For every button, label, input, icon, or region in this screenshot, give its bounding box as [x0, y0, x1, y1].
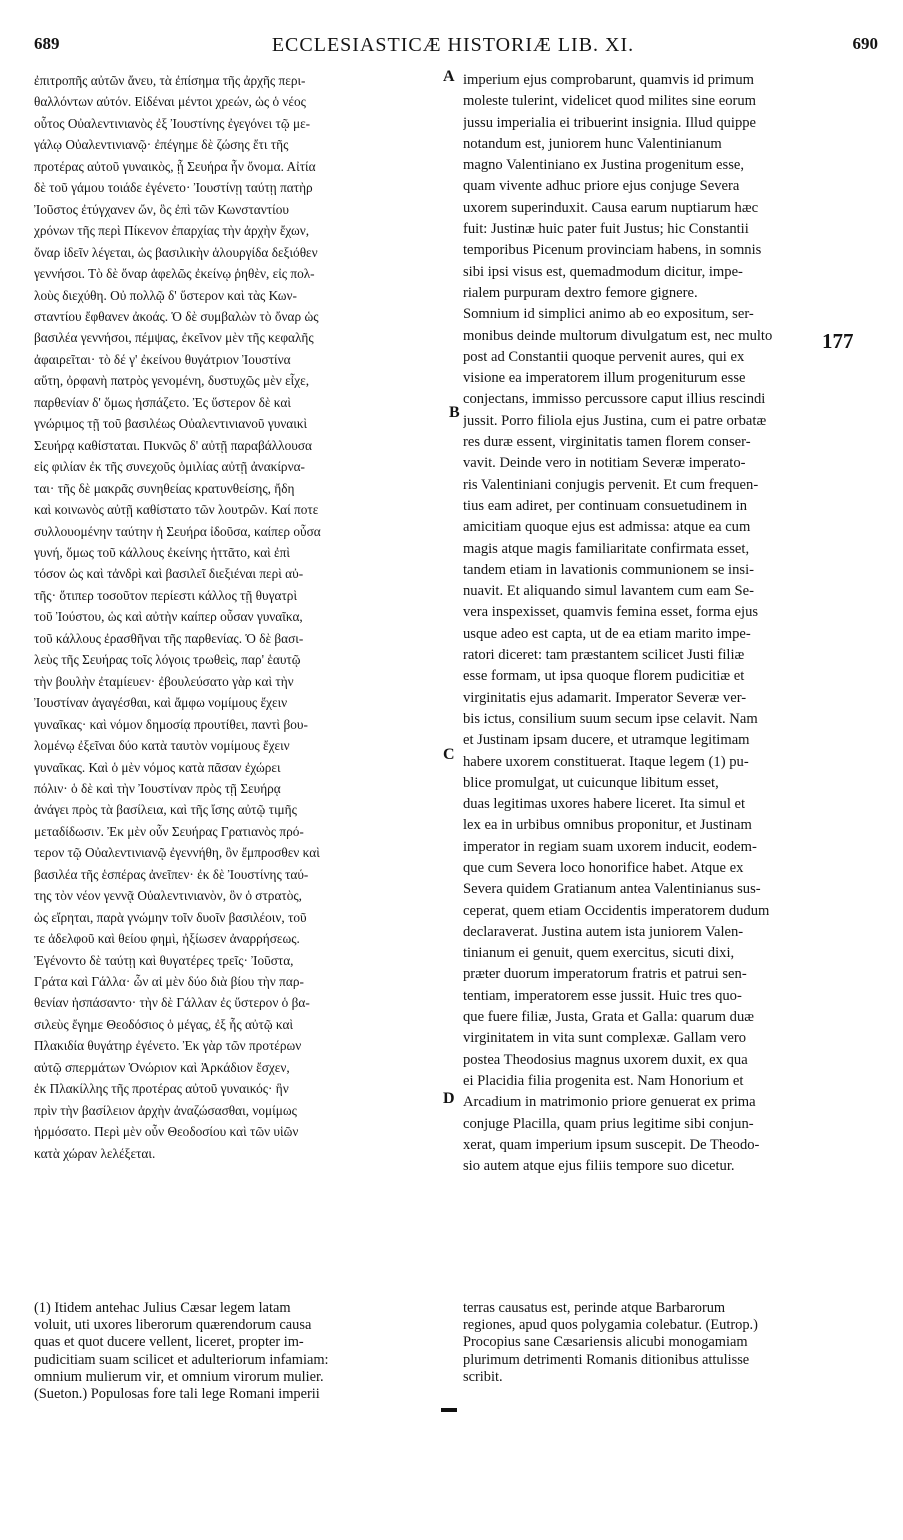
page-end-dash	[441, 1408, 457, 1412]
greek-text-line: θενίαν ἠσπάσαντο· τὴν δὲ Γάλλαν ἐς ὕστερον ὁ βα-	[34, 995, 310, 1011]
latin-text-line: conjuge Placilla, quam prius legitime sibi conjun-	[463, 1115, 754, 1132]
margin-marker-c: C	[443, 746, 455, 763]
latin-text-line: tius eam adiret, per continuam consuetudinem in	[463, 497, 748, 514]
greek-text-line: λεὺς τῆς Σευήρας τοῖς λόγοις τρωθεὶς, παρ' ἑαυτῷ	[34, 652, 301, 668]
footnote-line: terras causatus est, perinde atque Barbarorum	[463, 1300, 726, 1316]
greek-text-line: μεταδίδωσιν. Ἐκ μὲν οὖν Σευήρας Γρατιανὸς πρό-	[34, 823, 304, 839]
latin-text-line: virginitatem in vita sunt complexæ. Gallam vero	[463, 1030, 747, 1047]
latin-text-line: que cum Severa loco honorifice habet. Atque ex	[463, 859, 744, 876]
greek-text-line: λοὺς διεχύθη. Οὐ πολλῷ δ' ὕστερον καὶ τὰς Κων-	[34, 287, 297, 303]
footnote-line: scribit.	[463, 1368, 503, 1385]
latin-text-line: monibus deinde multorum divulgatum est, nec multo	[463, 327, 773, 344]
greek-text-line: πόλιν· ὁ δὲ καὶ τὴν Ἰουστίναν πρὸς τῇ Σευήρᾳ	[34, 780, 281, 796]
footnote-line: voluit, uti uxores liberorum quærendorum causa	[34, 1317, 312, 1334]
latin-text-line: post ad Constantii quoque pervenit aures, qui ex	[463, 348, 745, 365]
greek-text-line: τῆς· ὅτιπερ τοσοῦτον περίεστι κάλλος τῇ θυγατρὶ	[34, 587, 298, 603]
greek-text-line: ὄναρ ἰδεῖν λέγεται, ὡς βασιλικὴν ἁλουργίδα δεξιόθεν	[34, 244, 318, 260]
greek-text-line: ἀνάγει πρὸς τὰ βασίλεια, καὶ τῆς ἴσης αὐτῷ τιμῆς	[34, 802, 297, 818]
latin-text-line: ceperat, quem etiam Occidentis imperatorem dudum	[463, 902, 770, 919]
latin-text-line: quam vivente adhuc priore ejus conjuge Severa	[463, 178, 740, 195]
greek-text-line: βασιλέα τῆς ἑσπέρας ἀνεῖπεν· ἐκ δὲ Ἰουστίνης ταύ-	[34, 866, 309, 882]
greek-text-line: ὡς εἴρηται, παρὰ γνώμην τοῖν δυοῖν βασιλέοιν, τοῦ	[34, 909, 307, 925]
latin-text-line: temporibus Picenum provinciam habens, in somnis	[463, 242, 762, 259]
greek-text-line: αὐτῷ σπερμάτων Ὁνώριον καὶ Ἀρκάδιον ἔσχεν,	[34, 1059, 290, 1075]
greek-text-line: κατὰ χώραν λελέξεται.	[34, 1145, 156, 1161]
greek-text-line: τερον τῷ Οὐαλεντινιανῷ ἐγεννήθη, ὃν ἔμπροσθεν καὶ	[34, 845, 320, 861]
page-header	[28, 34, 878, 60]
latin-text-line: esse formam, ut ipsa quoque florem pudicitiæ et	[463, 668, 745, 685]
greek-text-line: Πλακιδία θυγάτηρ ἐγένετο. Ἐκ γὰρ τῶν προτέρων	[34, 1038, 302, 1054]
latin-text-line: Somnium id simplici animo ab eo expositum, ser-	[463, 306, 754, 323]
greek-text-line: τε ἀδελφοῦ καὶ θείου φημὶ, ἠξίωσεν ἀναρρήσεως.	[34, 931, 300, 947]
greek-text-line: καὶ κοινωνὸς αὐτῇ καθίστατο τῶν λουτρῶν. Καί ποτε	[34, 502, 319, 518]
greek-text-line: συλλουομένην ταύτην ἡ Σευήρα ἰδοῦσα, καίπερ οὖσα	[34, 523, 321, 539]
latin-text-line: usque adeo est capta, ut de ea etiam marito impe-	[463, 625, 751, 642]
footnote-line: (1) Itidem antehac Julius Cæsar legem latam	[34, 1300, 291, 1316]
greek-text-line: γυναῖκας. Καὶ ὁ μὲν νόμος κατὰ πᾶσαν ἐχώρει	[34, 759, 281, 775]
latin-text-line: visione ea imperatorem illum progeniturum esse	[463, 370, 746, 387]
latin-text-line: duas legitimas uxores habere liceret. Ita simul et	[463, 796, 746, 813]
greek-text-line: σιλεὺς ἔγημε Θεοδόσιος ὁ μέγας, ἐξ ἧς αὐτῷ καὶ	[34, 1016, 294, 1032]
margin-marker-d: D	[443, 1090, 455, 1107]
greek-text-line: σταντίου ἔφθανεν ἀκοάς. Ὁ δὲ συμβαλὼν τὸ ὄναρ ὡς	[34, 308, 319, 324]
latin-text-line: Severa quidem Gratianum antea Valentinianus sus-	[463, 881, 761, 898]
latin-text-line: imperium ejus comprobarunt, quamvis id primum	[463, 72, 755, 88]
margin-marker-a: A	[443, 68, 455, 85]
greek-text-line: θαλλόντων αὐτόν. Εἰδέναι μέντοι χρεών, ὡς ὁ νέος	[34, 94, 306, 110]
greek-text-line: τόσον ὡς καὶ τἀνδρὶ καὶ βασιλεῖ διεξιέναι περὶ αὐ-	[34, 566, 304, 582]
margin-marker-b: B	[449, 404, 460, 421]
latin-text-line: ratori diceret: tam præstantem scilicet Justi filiæ	[463, 647, 745, 664]
greek-text-line: ἐπιτροπῆς αὐτῶν ἄνευ, τὰ ἐπίσημα τῆς ἀρχῆς περι-	[34, 73, 306, 88]
greek-text-line: δὲ τοῦ γάμου τοιάδε ἐγένετο· Ἰουστίνῃ ταύτῃ πατὴρ	[34, 180, 313, 196]
footnote-line: (Sueton.) Populosas fore tali lege Romani imperii	[34, 1386, 320, 1403]
latin-text-line: fuit: Justinæ huic pater fuit Justus; hic Constantii	[463, 221, 749, 238]
latin-text-line: magno Valentiniano ex Justina progenitum esse,	[463, 157, 745, 174]
section-number: 177	[822, 329, 854, 353]
latin-text-line: vera inspexisset, quamvis femina esset, forma ejus	[463, 604, 759, 621]
footnote-line: pudicitiam suam scilicet et adulteriorum infamiam:	[34, 1351, 329, 1368]
latin-text-line: lex ea in urbibus omnibus proponitur, et Justinam	[463, 817, 752, 834]
greek-text-line: ἡρμόσατο. Περὶ μὲν οὖν Θεοδοσίου καὶ τῶν υἱῶν	[34, 1124, 299, 1140]
greek-text-line: βασιλέα γεννήσοι, πέμψας, ἐκεῖνον μὲν τῆς κεφαλῆς	[34, 330, 314, 346]
latin-text-line: virginitatis ejus adamarit. Imperator Severæ ver-	[463, 689, 747, 706]
latin-text-line: tentiam, imperatorem esse jussit. Huic tres quo-	[463, 987, 742, 1004]
greek-text-line: λομένῳ ἐξεῖναι δύο κατὰ ταυτὸν νομίμους ἔχειν	[34, 738, 290, 754]
latin-text-line: imperator in regiam suam uxorem inducit, eodem-	[463, 838, 757, 855]
latin-text-line: tinianum ei genuit, quem exercitus, sicuti dixi,	[463, 945, 735, 962]
latin-text-line: ei Placidia filia progenita est. Nam Honorium et	[463, 1072, 744, 1089]
footnote-line: omnium mulierum vir, et omnium virorum mulier.	[34, 1368, 324, 1385]
greek-text-line: προτέρας αὐτοῦ γυναικὸς, ᾗ Σευήρα ἦν ὄνομα. Αἰτία	[34, 158, 316, 174]
greek-text-line: γνώριμος τῇ τοῦ βασιλέως Οὐαλεντινιανοῦ γυναικὶ	[34, 416, 308, 432]
latin-text-line: postea Theodosius magnus uxorem duxit, ex qua	[463, 1051, 748, 1068]
latin-text-line: uxorem superinduxit. Causa earum nuptiarum hæc	[463, 199, 759, 216]
greek-text-line: ἀφαιρεῖται· τὸ δέ γ' ἐκείνου θυγάτριον Ἰουστίνα	[34, 351, 291, 367]
greek-text-line: Ἰουστίναν ἀγαγέσθαι, καὶ ἄμφω νομίμους ἔχειν	[34, 695, 288, 711]
greek-text-line: ἐκ Πλακίλλης τῆς προτέρας αὐτοῦ γυναικός· ἣν	[34, 1081, 289, 1097]
greek-text-line: χρόνων τῆς περὶ Πίκενον ἐπαρχίας τὴν ἀρχὴν ἔχων,	[34, 223, 310, 239]
latin-text-line: præter duorum imperatorum fratris et patrui sen-	[463, 966, 747, 983]
latin-text-line: bis ictus, consilium suum secum ipse celavit. Nam	[463, 710, 758, 727]
footnote-right	[463, 1300, 873, 1386]
greek-text-line: γυναῖκας· καὶ νόμον δημοσίᾳ προυτίθει, παντὶ βου-	[34, 716, 308, 732]
greek-text-line: Ἐγένοντο δὲ ταύτῃ καὶ θυγατέρες τρεῖς· Ἰοῦστα,	[34, 952, 294, 968]
latin-text-line: moleste tulerint, videlicet quod milites sine eorum	[463, 93, 757, 110]
latin-text-line: conjectans, immisso percussore caput illius rescindi	[463, 391, 766, 408]
footnote-line: regiones, apud quos polygamia colebatur. (Eutrop.)	[463, 1317, 758, 1334]
greek-text-line: τοῦ Ἰούστου, ὡς καὶ αὐτὴν καίπερ οὖσαν γυναῖκα,	[34, 609, 303, 625]
page-number-left: 689	[34, 34, 60, 53]
latin-text-line: rialem purpuram dextro femore gignere.	[463, 284, 698, 301]
latin-text-line: vavit. Deinde vero in notitiam Severæ imperato-	[463, 455, 746, 472]
greek-text-line: παρθενίαν δ' ὅμως ἠσπάζετο. Ἐς ὕστερον δὲ καὶ	[34, 394, 291, 410]
greek-text-line: πρὶν τὴν βασίλειον ἀρχὴν ἀναζώσασθαι, νομίμως	[34, 1102, 297, 1118]
greek-text-column	[34, 70, 432, 1164]
page-number-right: 690	[852, 34, 878, 53]
latin-text-line: nuavit. Et aliquando simul lavantem cum eam Se-	[463, 583, 754, 600]
latin-text-line: que fuere filiæ, Justa, Grata et Galla: quarum duæ	[463, 1009, 754, 1026]
footnote-line: Procopius sane Cæsariensis alicubi monogamiam	[463, 1334, 748, 1351]
greek-text-line: γεννήσοι. Τὸ δὲ ὄναρ ἀφελῶς ἐκείνῳ ῥηθὲν, εἰς πολ-	[34, 266, 315, 282]
footnote-line: quas et quot ducere vellent, liceret, propter im-	[34, 1334, 304, 1351]
greek-text-line: γάλῳ Οὐαλεντινιανῷ· ἐπέγημε δὲ ζώσης ἔτι τῆς	[34, 137, 289, 153]
latin-text-line: jussu imperialia ei tribuerint insignia. Illud quippe	[463, 114, 757, 131]
greek-text-line: Σευήρᾳ καθίσταται. Πυκνῶς δ' αὐτῇ παραβάλλουσα	[34, 437, 312, 453]
greek-text-line: της τὸν νέον γεννᾷ Οὐαλεντινιανὸν, ὃν ὁ στρατὸς,	[34, 888, 302, 904]
latin-text-line: sibi ipsi visus est, quemadmodum dicitur, impe-	[463, 263, 743, 280]
greek-text-line: Ἰοῦστος ἐτύγχανεν ὤν, ὃς ἐπὶ τῶν Κωνσταντίου	[34, 201, 289, 217]
footnote-left	[34, 1300, 434, 1403]
latin-text-column	[463, 70, 873, 1177]
greek-text-line: τοῦ κάλλους ἐρασθῆναι τῆς παρθενίας. Ὁ δὲ βασι-	[34, 630, 304, 646]
latin-text-line: notandum est, juniorem hunc Valentinianum	[463, 135, 722, 152]
latin-text-line: tandem etiam in lavationis communionem se insi-	[463, 561, 755, 578]
greek-text-line: Γράτα καὶ Γάλλα· ὧν αἱ μὲν δύο διὰ βίου τὴν παρ-	[34, 974, 304, 990]
greek-text-line: εἰς φιλίαν ἐκ τῆς συνεχοῦς ὁμιλίας αὐτῇ ἀνακίρνα-	[34, 459, 305, 475]
latin-text-line: amicitiam quoque ejus est admissa: atque ea cum	[463, 519, 751, 536]
latin-text-line: sio autem atque ejus filiis tempore suo dicetur.	[463, 1158, 735, 1175]
greek-text-line: αὕτη, ὀρφανὴ πατρὸς γενομένη, δυστυχῶς μὲν εἶχε,	[34, 373, 310, 389]
greek-text-line: οὗτος Οὐαλεντινιανὸς ἐξ Ἰουστίνης ἐγεγόνει τῷ με-	[34, 115, 311, 131]
greek-text-line: τὴν βουλὴν ἐταμίευεν· ἐβουλεύσατο γὰρ καὶ τὴν	[34, 673, 294, 689]
latin-text-line: Arcadium in matrimonio priore genuerat ex prima	[463, 1094, 756, 1111]
greek-text-line: ται· τῆς δὲ μακρᾶς συνηθείας κρατυνθείσης, ἤδη	[34, 480, 295, 496]
latin-text-line: ris Valentiniani conjugis pervenit. Et cum frequen-	[463, 476, 759, 493]
latin-text-line: jussit. Porro filiola ejus Justina, cum ei patre orbatæ	[463, 412, 767, 429]
latin-text-line: xerat, quam imperium ipsum suscepit. De Theodo-	[463, 1136, 760, 1153]
latin-text-line: declaraverat. Justina autem ista juniorem Valen-	[463, 923, 744, 940]
running-title: ECCLESIASTICÆ HISTORIÆ LIB. XI.	[271, 34, 635, 56]
latin-text-line: magis atque magis familiaritate confirmata esset,	[463, 540, 750, 557]
footnote-line: plurimum detrimenti Romanis ditionibus attulisse	[463, 1351, 750, 1368]
latin-text-line: blice promulgat, ut cuicunque libitum esset,	[463, 774, 719, 791]
latin-text-line: res duræ essent, virginitatis tamen florem conser-	[463, 434, 751, 451]
latin-text-line: et Justinam ipsam ducere, et utramque legitimam	[463, 732, 750, 749]
greek-text-line: γυνή, ὅμως τοῦ κάλλους ἐκείνης ἡττᾶτο, καὶ ἐπὶ	[34, 544, 290, 560]
latin-text-line: habere uxorem constituerat. Itaque legem (1) pu-	[463, 753, 749, 770]
